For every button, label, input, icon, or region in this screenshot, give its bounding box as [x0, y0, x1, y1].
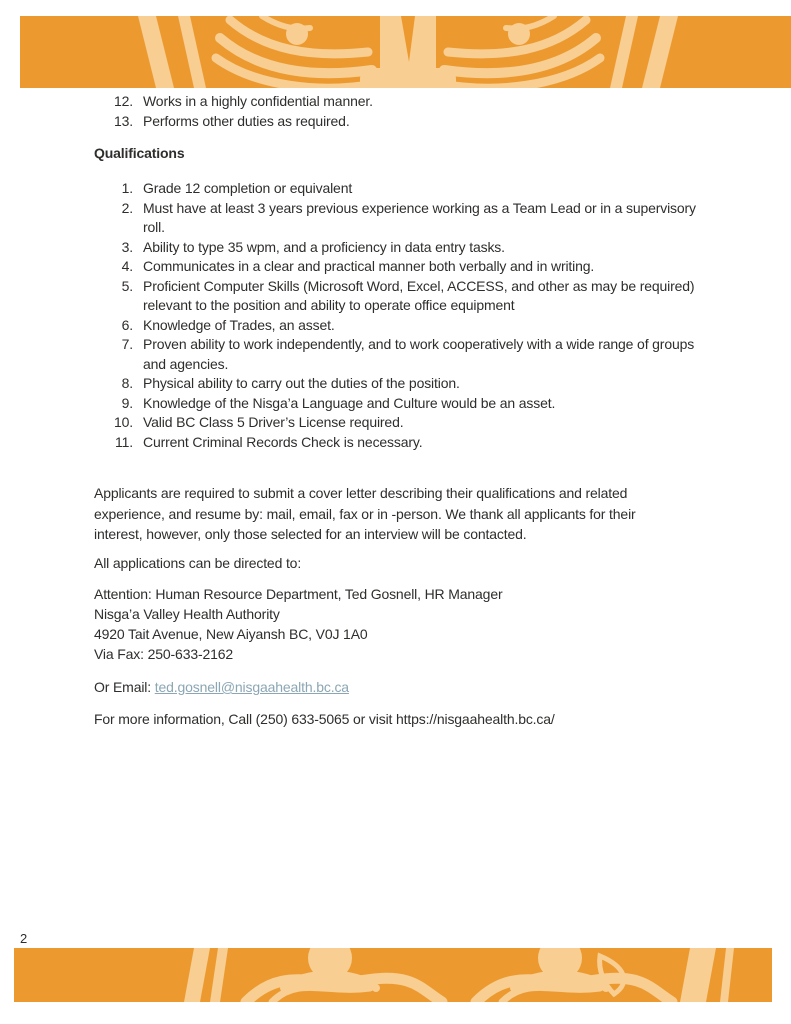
list-item-number: 7.	[121, 336, 133, 352]
list-item	[94, 238, 696, 258]
list-item	[94, 92, 373, 112]
duties-continued-list	[94, 92, 373, 131]
list-item-number: 5.	[121, 277, 133, 294]
list-item-text: Communicates in a clear and practical manner both verbally and in writing.	[143, 258, 595, 274]
nisgaa-pattern-top-band-icon	[20, 16, 791, 88]
application-instructions: Applicants are required to submit a cover letter describing their qualifications and related experience, and resume by: mail, email, fax or in -person. We thank all applicants for their interest, however, only those selected for an interview will be contacted.	[94, 485, 636, 542]
list-item-number: 1.	[121, 180, 133, 196]
list-item-text: Knowledge of the Nisga’a Language and Culture would be an asset.	[143, 394, 556, 411]
nisgaa-pattern-bottom-band-icon	[14, 948, 772, 1002]
qualifications-heading: Qualifications	[94, 145, 185, 161]
page-number: 2	[20, 931, 28, 946]
list-item	[94, 335, 696, 374]
directed-to-line: All applications can be directed to:	[94, 555, 302, 571]
qualifications-list	[94, 179, 696, 452]
list-item-number: 11.	[115, 433, 133, 450]
list-item	[94, 179, 696, 199]
list-item-text: Physical ability to carry out the duties of the position.	[143, 375, 460, 391]
list-item-number: 10.	[113, 414, 133, 430]
list-item-text: Proficient Computer Skills (Microsoft Word, Excel, ACCESS, and other as may be required) relevant to the position and ability to operate office equipment	[143, 277, 695, 313]
list-item-number: 12.	[113, 93, 133, 109]
contact-address: 4920 Tait Avenue, New Aiyansh BC, V0J 1A0	[94, 626, 368, 642]
list-item-number: 2.	[121, 199, 133, 216]
email-link[interactable]: ted.gosnell@nisgaahealth.bc.ca	[154, 679, 349, 695]
list-item-number: 8.	[121, 375, 133, 391]
list-item	[94, 374, 696, 394]
list-item-text: Performs other duties as required.	[143, 112, 350, 129]
list-item-text: Must have at least 3 years previous experience working as a Team Lead or in a supervisory roll.	[143, 199, 696, 235]
list-item-text: Ability to type 35 wpm, and a proficiency in data entry tasks.	[143, 238, 505, 255]
list-item-text: Proven ability to work independently, and to work cooperatively with a wide range of groups and agencies.	[143, 336, 695, 372]
contact-block	[94, 584, 502, 664]
list-item-text: Current Criminal Records Check is necessary.	[143, 433, 423, 450]
contact-organization: Nisga’a Valley Health Authority	[94, 606, 280, 622]
list-item	[94, 433, 696, 453]
list-item-text: Grade 12 completion or equivalent	[143, 180, 353, 196]
list-item-text: Knowledge of Trades, an asset.	[143, 316, 335, 333]
email-label: Or Email:	[94, 679, 151, 695]
list-item	[94, 199, 696, 238]
more-info-line: For more information, Call (250) 633-5065 or visit https://nisgaahealth.bc.ca/	[94, 711, 555, 727]
list-item	[94, 413, 696, 433]
list-item-number: 13.	[113, 112, 133, 129]
list-item	[94, 394, 696, 414]
email-line	[94, 677, 349, 697]
contact-attention: Attention: Human Resource Department, Ted Gosnell, HR Manager	[94, 586, 503, 602]
list-item	[94, 277, 696, 316]
list-item-number: 3.	[121, 238, 133, 255]
list-item	[94, 112, 373, 132]
list-item-number: 9.	[121, 394, 133, 411]
list-item-number: 4.	[121, 258, 133, 274]
contact-fax: Via Fax: 250-633-2162	[94, 646, 234, 662]
list-item-number: 6.	[121, 316, 133, 333]
list-item	[94, 257, 696, 277]
list-item	[94, 316, 696, 336]
list-item-text: Works in a highly confidential manner.	[143, 93, 373, 109]
list-item-text: Valid BC Class 5 Driver’s License required.	[143, 414, 404, 430]
